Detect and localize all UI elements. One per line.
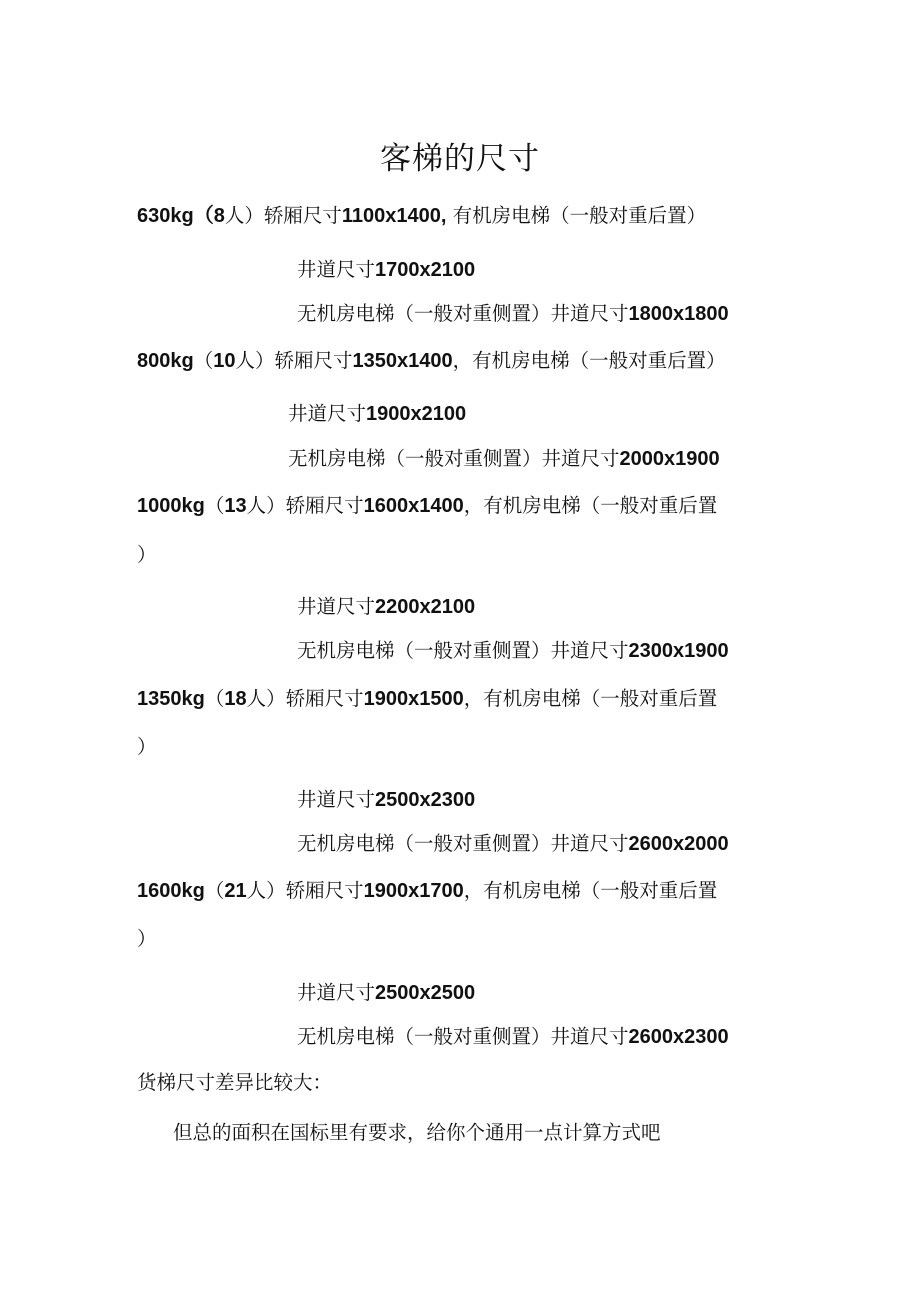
label-text: ） [137,735,157,758]
label-text: （ [193,349,214,372]
value-text: 2600x2300 [628,1026,729,1048]
label-text: ，有机房电梯（一般对重后置 [463,687,718,710]
text-line [297,980,475,1006]
label-text: 无机房电梯（一般对重侧置）井道尺寸 [297,302,629,325]
value-text: 2500x2500 [375,982,476,1004]
text-line [173,1120,661,1146]
label-text: 人）轿厢尺寸 [224,204,342,227]
value-text: 13 [224,495,247,517]
value-text: 1900x1500 [363,688,464,710]
text-line [137,926,157,952]
label-text: 但总的面积在国标里有要求，给你个通用一点计算方式吧 [173,1121,661,1144]
text-line [297,594,475,620]
value-text: 2500x2300 [375,789,476,811]
value-text: 1000kg [137,495,205,517]
text-line [137,542,157,568]
value-text: 2600x2000 [628,833,729,855]
label-text: 人）轿厢尺寸 [246,494,364,517]
value-text: 1900x2100 [366,403,467,425]
label-text: （ [204,687,225,710]
value-text: 1600kg [137,880,205,902]
text-line [297,1024,729,1050]
value-text: 1100x1400, [341,205,447,227]
text-line [297,638,729,664]
value-text: 1900x1700 [363,880,464,902]
text-line [297,257,475,283]
value-text: 630kg（8 [137,205,225,227]
text-line [297,831,729,857]
value-text: 1800x1800 [628,303,729,325]
label-text: 无机房电梯（一般对重侧置）井道尺寸 [288,447,620,470]
value-text: 1700x2100 [375,259,476,281]
text-line [137,878,717,904]
text-line [137,348,726,374]
value-text: 2000x1900 [619,448,720,470]
label-text: 无机房电梯（一般对重侧置）井道尺寸 [297,1025,629,1048]
label-text: （ [204,494,225,517]
label-text: 井道尺寸 [297,981,376,1004]
text-line [137,203,706,229]
label-text: 人）轿厢尺寸 [235,349,353,372]
label-text: 有机房电梯（一般对重后置） [446,204,707,227]
value-text: 21 [224,880,247,902]
text-line [297,787,475,813]
value-text: 10 [213,350,236,372]
label-text: ，有机房电梯（一般对重后置 [463,879,718,902]
label-text: ，有机房电梯（一般对重后置 [463,494,718,517]
label-text: 无机房电梯（一般对重侧置）井道尺寸 [297,639,629,662]
value-text: 800kg [137,350,194,372]
label-text: 井道尺寸 [297,788,376,811]
label-text: 货梯尺寸差异比较大： [137,1071,333,1094]
value-text: 2200x2100 [375,596,476,618]
value-text: 18 [224,688,247,710]
value-text: 2300x1900 [628,640,729,662]
label-text: 无机房电梯（一般对重侧置）井道尺寸 [297,832,629,855]
text-line [288,446,720,472]
label-text: ，有机房电梯（一般对重后置） [452,349,726,372]
label-text: 井道尺寸 [297,595,376,618]
text-line [137,686,717,712]
label-text: 人）轿厢尺寸 [246,687,364,710]
label-text: 人）轿厢尺寸 [246,879,364,902]
label-text: ） [137,543,157,566]
label-text: （ [204,879,225,902]
text-line [297,301,729,327]
value-text: 1600x1400 [363,495,464,517]
label-text: 井道尺寸 [288,402,367,425]
value-text: 1350x1400 [352,350,453,372]
text-line [137,493,717,519]
document-title: 客梯的尺寸 [380,141,540,177]
label-text: ） [137,927,157,950]
text-line [288,401,466,427]
label-text: 井道尺寸 [297,258,376,281]
text-line [137,734,157,760]
value-text: 1350kg [137,688,205,710]
text-line [137,1070,332,1096]
